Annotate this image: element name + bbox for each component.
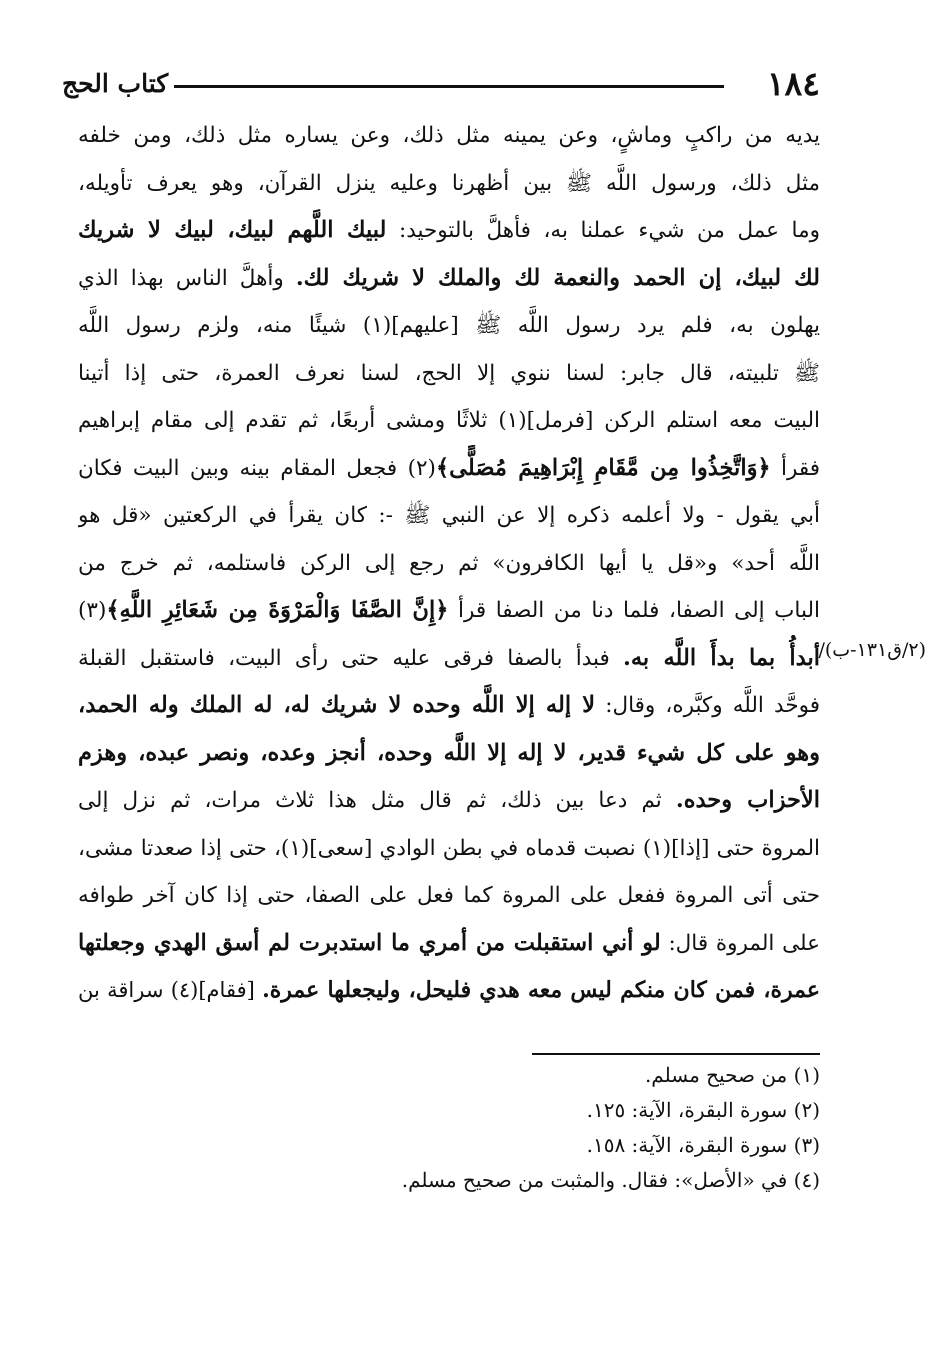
text-line (78, 112, 820, 160)
text-segment: حتى أتى المروة ففعل على المروة كما فعل على الصفا، حتى إذا كان آخر طوافه (78, 883, 820, 908)
marginal-manuscript-reference: (٢/ق١٣١-ب)/ (818, 639, 926, 661)
text-line (78, 872, 820, 920)
bold-text-segment: لبيك اللَّهم لبيك، لبيك لا شريك (78, 217, 387, 243)
header-rule (174, 85, 724, 88)
text-segment: وما عمل من شيء عملنا به، فأهلَّ بالتوحيد: (386, 218, 820, 243)
main-text (78, 112, 820, 1015)
text-line (78, 920, 820, 968)
text-segment: فوحَّد اللَّه وكبَّره، وقال: (595, 693, 820, 718)
bold-text-segment: لك لبيك، إن الحمد والنعمة لك والملك لا شريك لك. (295, 264, 820, 291)
text-segment: ﷺ تلبيته، قال جابر: لسنا ننوي إلا الحج، لسنا نعرف العمرة، حتى إذا أتينا (78, 360, 820, 386)
bold-text-segment: ﴿إِنَّ الصَّفَا وَالْمَرْوَةَ مِن شَعَائِرِ اللَّهِ﴾ (106, 597, 449, 623)
text-line (78, 540, 820, 588)
text-line (78, 350, 820, 398)
bold-text-segment: الأحزاب وحده. (675, 787, 820, 813)
footnote-rule (532, 1053, 820, 1055)
text-line (78, 587, 820, 635)
page-number: ١٨٤ (766, 64, 820, 103)
text-line (78, 445, 820, 493)
text-line (78, 397, 820, 445)
text-segment: [فقام](٤) سراقة بن (78, 978, 263, 1002)
bold-text-segment: أبدأُ بما بدأَ اللَّه به. (623, 644, 820, 671)
book-title: كتاب الحج (62, 69, 169, 98)
bold-text-segment: عمرة، فمن كان منكم ليس معه هدي فليحل، وليجعلها عمرة. (262, 977, 820, 1003)
text-line (78, 682, 820, 730)
text-line (78, 255, 820, 303)
bold-text-segment: ﴿وَاتَّخِذُوا مِن مَّقَامِ إِبْرَاهِيمَ مُصَلًّى﴾ (435, 454, 771, 481)
text-segment: فبدأ بالصفا فرقى عليه حتى رأى البيت، فاستقبل القبلة (78, 645, 624, 671)
footnote-1: (١) من صحيح مسلم. (644, 1063, 820, 1087)
footnotes (380, 1058, 820, 1198)
page-header (62, 62, 820, 106)
text-line (78, 160, 820, 208)
text-segment: مثل ذلك، ورسول اللَّه ﷺ بين أظهرنا وعليه ينزل القرآن، وهو يعرف تأويله، (78, 170, 820, 196)
text-segment: المروة حتى [إذا](١) نصبت قدماه في بطن الوادي [سعى](١)، حتى إذا صعدتا مشى، (78, 835, 820, 861)
text-line (78, 302, 820, 350)
text-segment: (٣) (78, 598, 107, 623)
text-segment: ثم دعا بين ذلك، ثم قال مثل هذا ثلاث مرات، ثم نزل إلى (78, 788, 676, 813)
footnote-3: (٣) سورة البقرة، الآية: ١٥٨. (586, 1133, 820, 1157)
text-line (78, 207, 820, 255)
text-segment: اللَّه أحد» و«قل يا أيها الكافرون» ثم رجع إلى الركن فاستلمه، ثم خرج من (78, 550, 820, 576)
text-segment: فقرأ (770, 455, 820, 481)
text-segment: على المروة قال: (660, 930, 820, 956)
text-segment: (٢) فجعل المقام بينه وبين البيت فكان (78, 455, 436, 481)
text-line (78, 967, 820, 1015)
text-line (78, 492, 820, 540)
text-line (78, 825, 820, 873)
footnote-4: (٤) في «الأصل»: فقال. والمثبت من صحيح مسلم. (401, 1168, 820, 1192)
text-segment: الباب إلى الصفا، فلما دنا من الصفا قرأ (448, 598, 820, 623)
bold-text-segment: وهو على كل شيء قدير، لا إله إلا اللَّه وحده، أنجز وعده، ونصر عبده، وهزم (78, 739, 820, 766)
text-segment: يهلون به، فلم يرد رسول اللَّه ﷺ [عليهم](١) شيئًا منه، ولزم رسول اللَّه (78, 313, 820, 338)
text-segment: البيت معه استلم الركن [فرمل](١) ثلاثًا ومشى أربعًا، ثم تقدم إلى مقام إبراهيم (78, 408, 820, 433)
text-line (78, 635, 820, 683)
text-line (78, 730, 820, 778)
bold-text-segment: لو أني استقبلت من أمري ما استدبرت لم أسق الهدي وجعلتها (78, 929, 661, 956)
text-segment: وأهلَّ الناس بهذا الذي (78, 265, 296, 291)
text-segment: أبي يقول - ولا أعلمه ذكره إلا عن النبي ﷺ -: كان يقرأ في الركعتين «قل هو (78, 503, 820, 528)
bold-text-segment: لا إله إلا اللَّه وحده لا شريك له، له الملك وله الحمد، (78, 692, 596, 718)
footnote-2: (٢) سورة البقرة، الآية: ١٢٥. (586, 1098, 820, 1122)
text-line (78, 777, 820, 825)
text-segment: يديه من راكبٍ وماشٍ، وعن يمينه مثل ذلك، وعن يساره مثل ذلك، ومن خلفه (78, 123, 820, 148)
